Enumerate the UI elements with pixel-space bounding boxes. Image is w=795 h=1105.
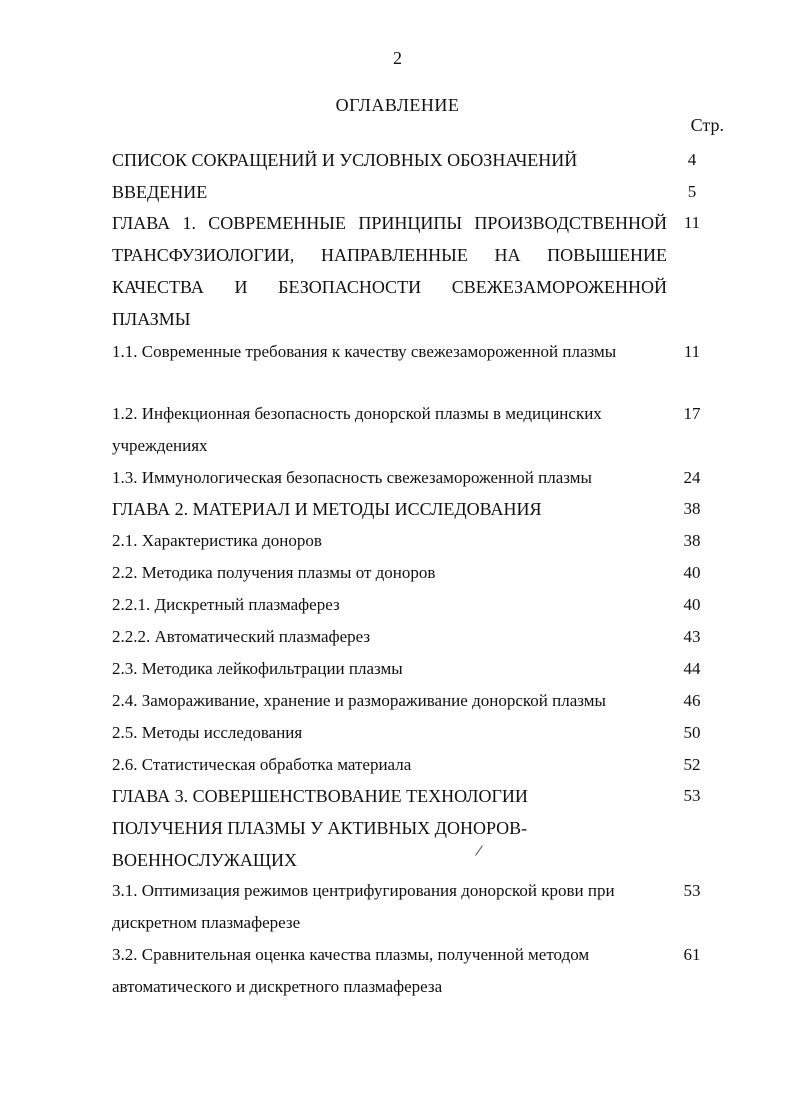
toc-entry-title: 2.2. Методика получения плазмы от доноров <box>112 563 436 582</box>
toc-entry-title: ВВЕДЕНИЕ <box>112 182 208 202</box>
toc-entry-page: 11 <box>683 342 701 361</box>
toc-entry-section-2-3 <box>112 653 712 685</box>
toc-entry-page: 61 <box>683 945 701 964</box>
toc-entry-page: 38 <box>683 499 701 518</box>
toc-entry-chapter-1 <box>112 207 712 335</box>
toc-entry-section-1-2 <box>112 398 712 462</box>
toc-entry-title: СПИСОК СОКРАЩЕНИЙ И УСЛОВНЫХ ОБОЗНАЧЕНИЙ <box>112 150 578 170</box>
page-column-header: Стр. <box>690 115 724 135</box>
toc-entry-page: 4 <box>687 150 697 169</box>
toc-entry-page: 24 <box>683 468 701 487</box>
toc-entry-page: 5 <box>687 182 697 201</box>
toc-entry-page: 53 <box>683 881 701 900</box>
page-title: ОГЛАВЛЕНИЕ <box>335 95 460 115</box>
toc-entry-section-2-6 <box>112 749 712 781</box>
toc-entry-chapter-2 <box>112 493 712 525</box>
toc-entry-title: 1.2. Инфекционная безопасность донорской плазмы в медицинских учреждениях <box>112 404 602 455</box>
toc-entry-page: 17 <box>683 404 701 423</box>
toc-entry-page: 11 <box>683 213 701 232</box>
toc-entry-page: 46 <box>683 691 701 710</box>
toc-entry-title: 2.3. Методика лейкофильтрации плазмы <box>112 659 403 678</box>
page-number: 2 <box>393 48 402 68</box>
toc-entry-abbreviations <box>112 144 712 176</box>
toc-entry-page: 52 <box>683 755 701 774</box>
toc-entry-title: ГЛАВА 1. СОВРЕМЕННЫЕ ПРИНЦИПЫ ПРОИЗВОДСТВЕННОЙ ТРАНСФУЗИОЛОГИИ, НАПРАВЛЕННЫЕ НА ПОВЫШЕНИЕ КАЧЕСТВА И БЕЗОПАСНОСТИ СВЕЖЕЗАМОРОЖЕННОЙ ПЛАЗМЫ <box>112 213 667 329</box>
toc-entry-section-3-1 <box>112 875 712 939</box>
toc-entry-title: 2.1. Характеристика доноров <box>112 531 322 550</box>
toc-entry-introduction <box>112 176 712 208</box>
toc-entry-page: 40 <box>683 595 701 614</box>
toc-entry-title: 2.4. Замораживание, хранение и размораживание донорской плазмы <box>112 691 606 710</box>
toc-entry-title: 1.3. Иммунологическая безопасность свежезамороженной плазмы <box>112 468 592 487</box>
toc-entry-section-2-2 <box>112 557 712 589</box>
toc-entry-page: 50 <box>683 723 701 742</box>
toc-entry-section-2-5 <box>112 717 712 749</box>
toc-entry-title: 2.5. Методы исследования <box>112 723 303 742</box>
toc-entry-title: 1.1. Современные требования к качеству свежезамороженной плазмы <box>112 342 617 361</box>
toc-entry-section-2-4 <box>112 685 712 717</box>
toc-entry-title: 3.1. Оптимизация режимов центрифугирования донорской крови при дискретном плазмаферезе <box>112 881 615 932</box>
toc-entry-title: 2.2.1. Дискретный плазмаферез <box>112 595 340 614</box>
toc-entry-title: 2.2.2. Автоматический плазмаферез <box>112 627 371 646</box>
toc-entry-section-2-2-1 <box>112 589 712 621</box>
toc-entry-section-2-1 <box>112 525 712 557</box>
toc-entry-page: 53 <box>683 786 701 805</box>
toc-entry-section-3-2 <box>112 939 712 1003</box>
toc-entry-chapter-3 <box>112 780 712 876</box>
toc-entry-section-1-3 <box>112 462 712 494</box>
toc-entry-title: ГЛАВА 3. СОВЕРШЕНСТВОВАНИЕ ТЕХНОЛОГИИ ПОЛУЧЕНИЯ ПЛАЗМЫ У АКТИВНЫХ ДОНОРОВ-ВОЕННОСЛУЖАЩИХ <box>112 786 528 870</box>
toc-entry-title: ГЛАВА 2. МАТЕРИАЛ И МЕТОДЫ ИССЛЕДОВАНИЯ <box>112 499 542 519</box>
toc-entry-page: 44 <box>683 659 701 678</box>
toc-entry-section-2-2-2 <box>112 621 712 653</box>
toc-entry-section-1-1 <box>112 336 712 368</box>
toc-entry-title: 2.6. Статистическая обработка материала <box>112 755 412 774</box>
toc-entry-page: 40 <box>683 563 701 582</box>
toc-entry-page: 38 <box>683 531 701 550</box>
toc-entry-page: 43 <box>683 627 701 646</box>
toc-entry-title: 3.2. Сравнительная оценка качества плазмы, полученной методом автоматического и дискретного плазмафереза <box>112 945 590 996</box>
